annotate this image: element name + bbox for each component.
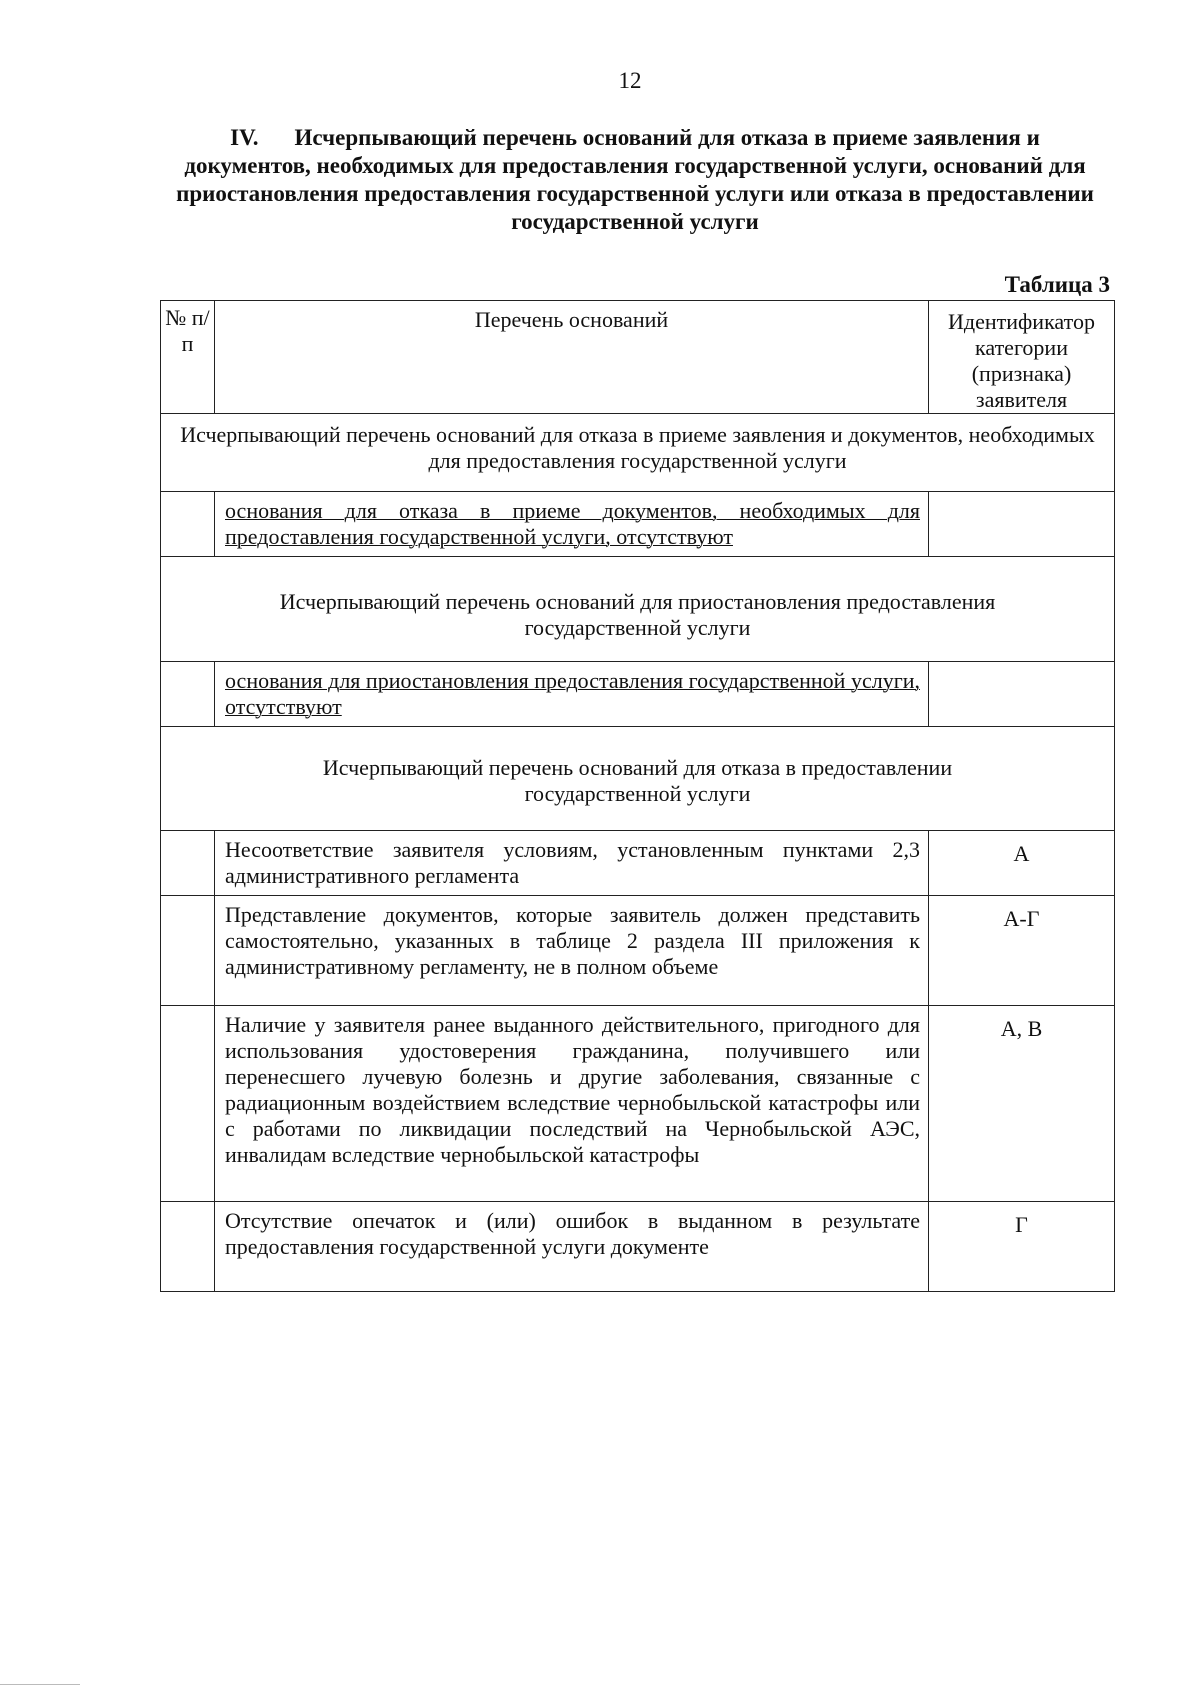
grounds-table — [160, 300, 1115, 1292]
row-identifier — [929, 492, 1115, 557]
row-identifier: А — [929, 831, 1115, 896]
row-num — [161, 662, 215, 727]
header-reasons: Перечень оснований — [215, 301, 929, 414]
row-reason-text: Представление документов, которые заявитель должен представить самостоятельно, указанных в таблице 2 раздела III приложения к административному регламенту, не в полном объеме — [215, 896, 929, 1006]
row-num — [161, 1202, 215, 1292]
row-num — [161, 1006, 215, 1202]
row-reason-text: Отсутствие опечаток и (или) ошибок в выданном в результате предоставления государственной услуги документе — [215, 1202, 929, 1292]
section-row-refusal-provision — [161, 727, 1115, 831]
section-heading — [170, 124, 1100, 236]
row-num — [161, 831, 215, 896]
table-row — [161, 896, 1115, 1006]
section-title-refusal-provision: Исчерпывающий перечень оснований для отказа в предоставлении государственной услуги — [161, 727, 1115, 831]
header-num: № п/п — [161, 301, 215, 414]
row-reason-text: основания для приостановления предоставления государственной услуги, отсутствуют — [215, 662, 929, 727]
section-heading-text: Исчерпывающий перечень оснований для отказа в приеме заявления и документов, необходимых для предоставления государственной услуги, оснований для приостановления предоставления государственной услуги или отказа в предоставлении государственной услуги — [176, 125, 1094, 234]
table-row — [161, 831, 1115, 896]
section-title-suspension: Исчерпывающий перечень оснований для приостановления предоставления государственной услуги — [161, 557, 1115, 662]
row-num — [161, 492, 215, 557]
row-reason-text: основания для отказа в приеме документов, необходимых для предоставления государственной услуги, отсутствуют — [215, 492, 929, 557]
row-identifier: Г — [929, 1202, 1115, 1292]
row-num — [161, 896, 215, 1006]
table-row — [161, 1202, 1115, 1292]
table-header-row — [161, 301, 1115, 414]
row-identifier: А, В — [929, 1006, 1115, 1202]
header-identifier: Идентификатор категории (признака) заявителя — [929, 301, 1115, 414]
section-roman-numeral: IV. — [230, 125, 259, 150]
section-row-suspension — [161, 557, 1115, 662]
table-row — [161, 662, 1115, 727]
table-row — [161, 492, 1115, 557]
page-number: 12 — [618, 68, 642, 93]
row-identifier — [929, 662, 1115, 727]
table-label: Таблица 3 — [1004, 272, 1110, 297]
section-title-refusal-acceptance: Исчерпывающий перечень оснований для отказа в приеме заявления и документов, необходимых для предоставления государственной услуги — [161, 414, 1115, 492]
row-identifier: А-Г — [929, 896, 1115, 1006]
row-reason-text: Наличие у заявителя ранее выданного действительного, пригодного для использования удостоверения гражданина, получившего или перенесшего лучевую болезнь и другие заболевания, связанные с радиационным воздействием вследствие чернобыльской катастрофы или с работами по ликвидации последствий на Чернобыльской АЭС, инвалидам вследствие чернобыльской катастрофы — [215, 1006, 929, 1202]
scan-edge-mark — [0, 1684, 80, 1685]
section-row-refusal-acceptance — [161, 414, 1115, 492]
row-reason-text: Несоответствие заявителя условиям, установленным пунктами 2,3 административного регламента — [215, 831, 929, 896]
table-row — [161, 1006, 1115, 1202]
